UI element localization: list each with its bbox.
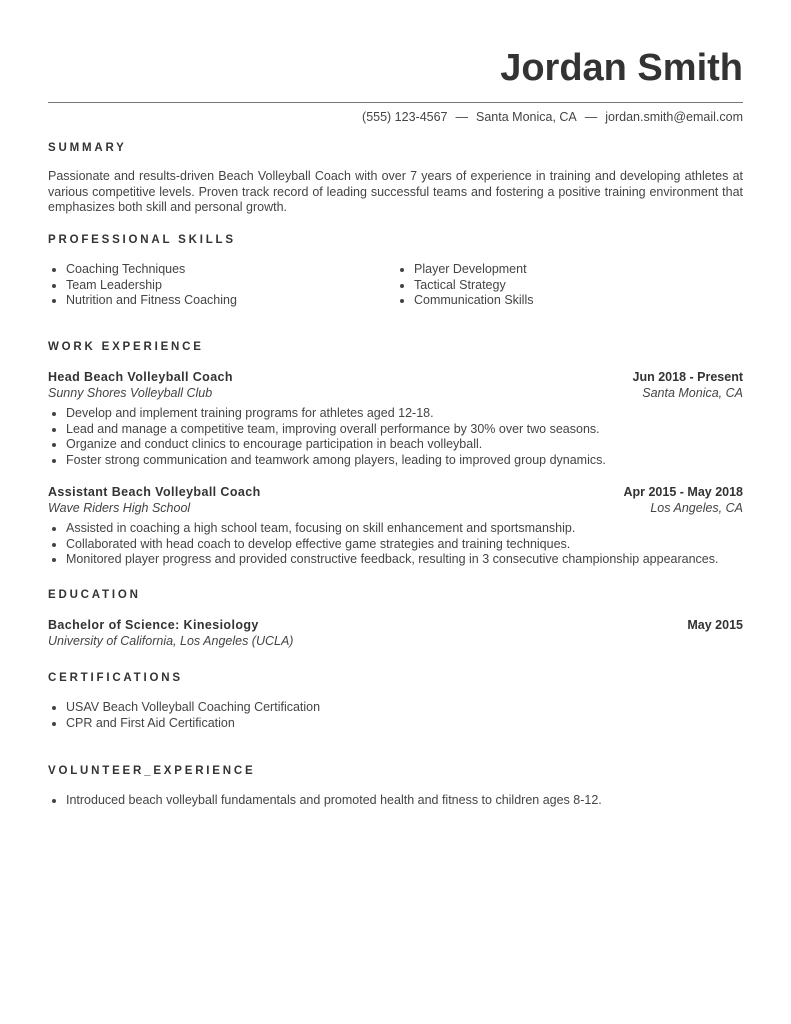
job-dates: Jun 2018 - Present: [632, 370, 743, 384]
job-dates: Apr 2015 - May 2018: [623, 485, 743, 499]
job-bullet: Foster strong communication and teamwork among players, leading to improved group dynamics.: [66, 452, 606, 467]
volunteer-item: Introduced beach volleyball fundamentals and promoted health and fitness to children ages 8-12.: [66, 793, 602, 807]
contact-phone: (555) 123-4567: [362, 110, 448, 124]
skill-item: Tactical Strategy: [414, 278, 533, 294]
certification-item: USAV Beach Volleyball Coaching Certification: [66, 700, 321, 714]
job-title: Head Beach Volleyball Coach: [48, 370, 233, 384]
certification-item: CPR and First Aid Certification: [66, 716, 320, 732]
section-title-education: EDUCATION: [48, 589, 141, 601]
skills-list-left: [48, 262, 237, 309]
skill-item: Nutrition and Fitness Coaching: [66, 293, 237, 308]
skill-item: Communication Skills: [414, 293, 534, 308]
section-title-skills: PROFESSIONAL SKILLS: [48, 234, 236, 246]
summary-text: Passionate and results-driven Beach Volleyball Coach with over 7 years of experience in training and developing athletes at various competitive levels. Proven track record of leading successful teams and fostering a positive training environment that emphasizes both skill and personal growth.: [48, 169, 743, 214]
skill-item: Coaching Techniques: [66, 262, 237, 278]
header-divider: [48, 102, 743, 103]
contact-line: [362, 109, 743, 125]
job-header: [48, 485, 743, 517]
certifications-list: [48, 700, 320, 731]
job-location: Los Angeles, CA: [650, 501, 743, 515]
skill-item: Player Development: [414, 262, 533, 278]
job-bullets: [48, 406, 606, 468]
contact-email: jordan.smith@email.com: [605, 110, 743, 124]
job-organization: Wave Riders High School: [48, 501, 191, 515]
contact-separator: —: [584, 110, 598, 124]
job-bullet: Organize and conduct clinics to encourage participation in beach volleyball.: [66, 437, 606, 453]
graduation-date: May 2015: [687, 618, 743, 632]
skill-item: Team Leadership: [66, 278, 237, 294]
job-bullet: Develop and implement training programs for athletes aged 12-18.: [66, 406, 606, 422]
job-bullet: Lead and manage a competitive team, improving overall performance by 30% over two seasons.: [66, 422, 606, 438]
job-header: [48, 370, 743, 402]
job-title: Assistant Beach Volleyball Coach: [48, 485, 261, 499]
section-title-work: WORK EXPERIENCE: [48, 341, 204, 353]
section-title-summary: SUMMARY: [48, 142, 127, 154]
section-title-volunteer: VOLUNTEER_EXPERIENCE: [48, 765, 256, 777]
job-bullet: Assisted in coaching a high school team, focusing on skill enhancement and sportsmanship.: [66, 521, 718, 537]
job-bullets: [48, 521, 718, 568]
skills-list-right: [396, 262, 533, 309]
job-location: Santa Monica, CA: [642, 386, 743, 400]
education-entry: [48, 618, 743, 650]
school: University of California, Los Angeles (UCLA): [48, 634, 294, 648]
job-bullet: Monitored player progress and provided constructive feedback, resulting in 3 consecutive championship appearances.: [66, 552, 719, 567]
contact-separator: —: [455, 110, 469, 124]
volunteer-list: [48, 793, 602, 809]
section-title-certifications: CERTIFICATIONS: [48, 672, 183, 684]
job-bullet: Collaborated with head coach to develop effective game strategies and training techniques.: [66, 537, 718, 553]
job-organization: Sunny Shores Volleyball Club: [48, 386, 213, 400]
candidate-name: Jordan Smith: [500, 47, 743, 89]
contact-location: Santa Monica, CA: [476, 110, 577, 124]
degree: Bachelor of Science: Kinesiology: [48, 618, 259, 632]
